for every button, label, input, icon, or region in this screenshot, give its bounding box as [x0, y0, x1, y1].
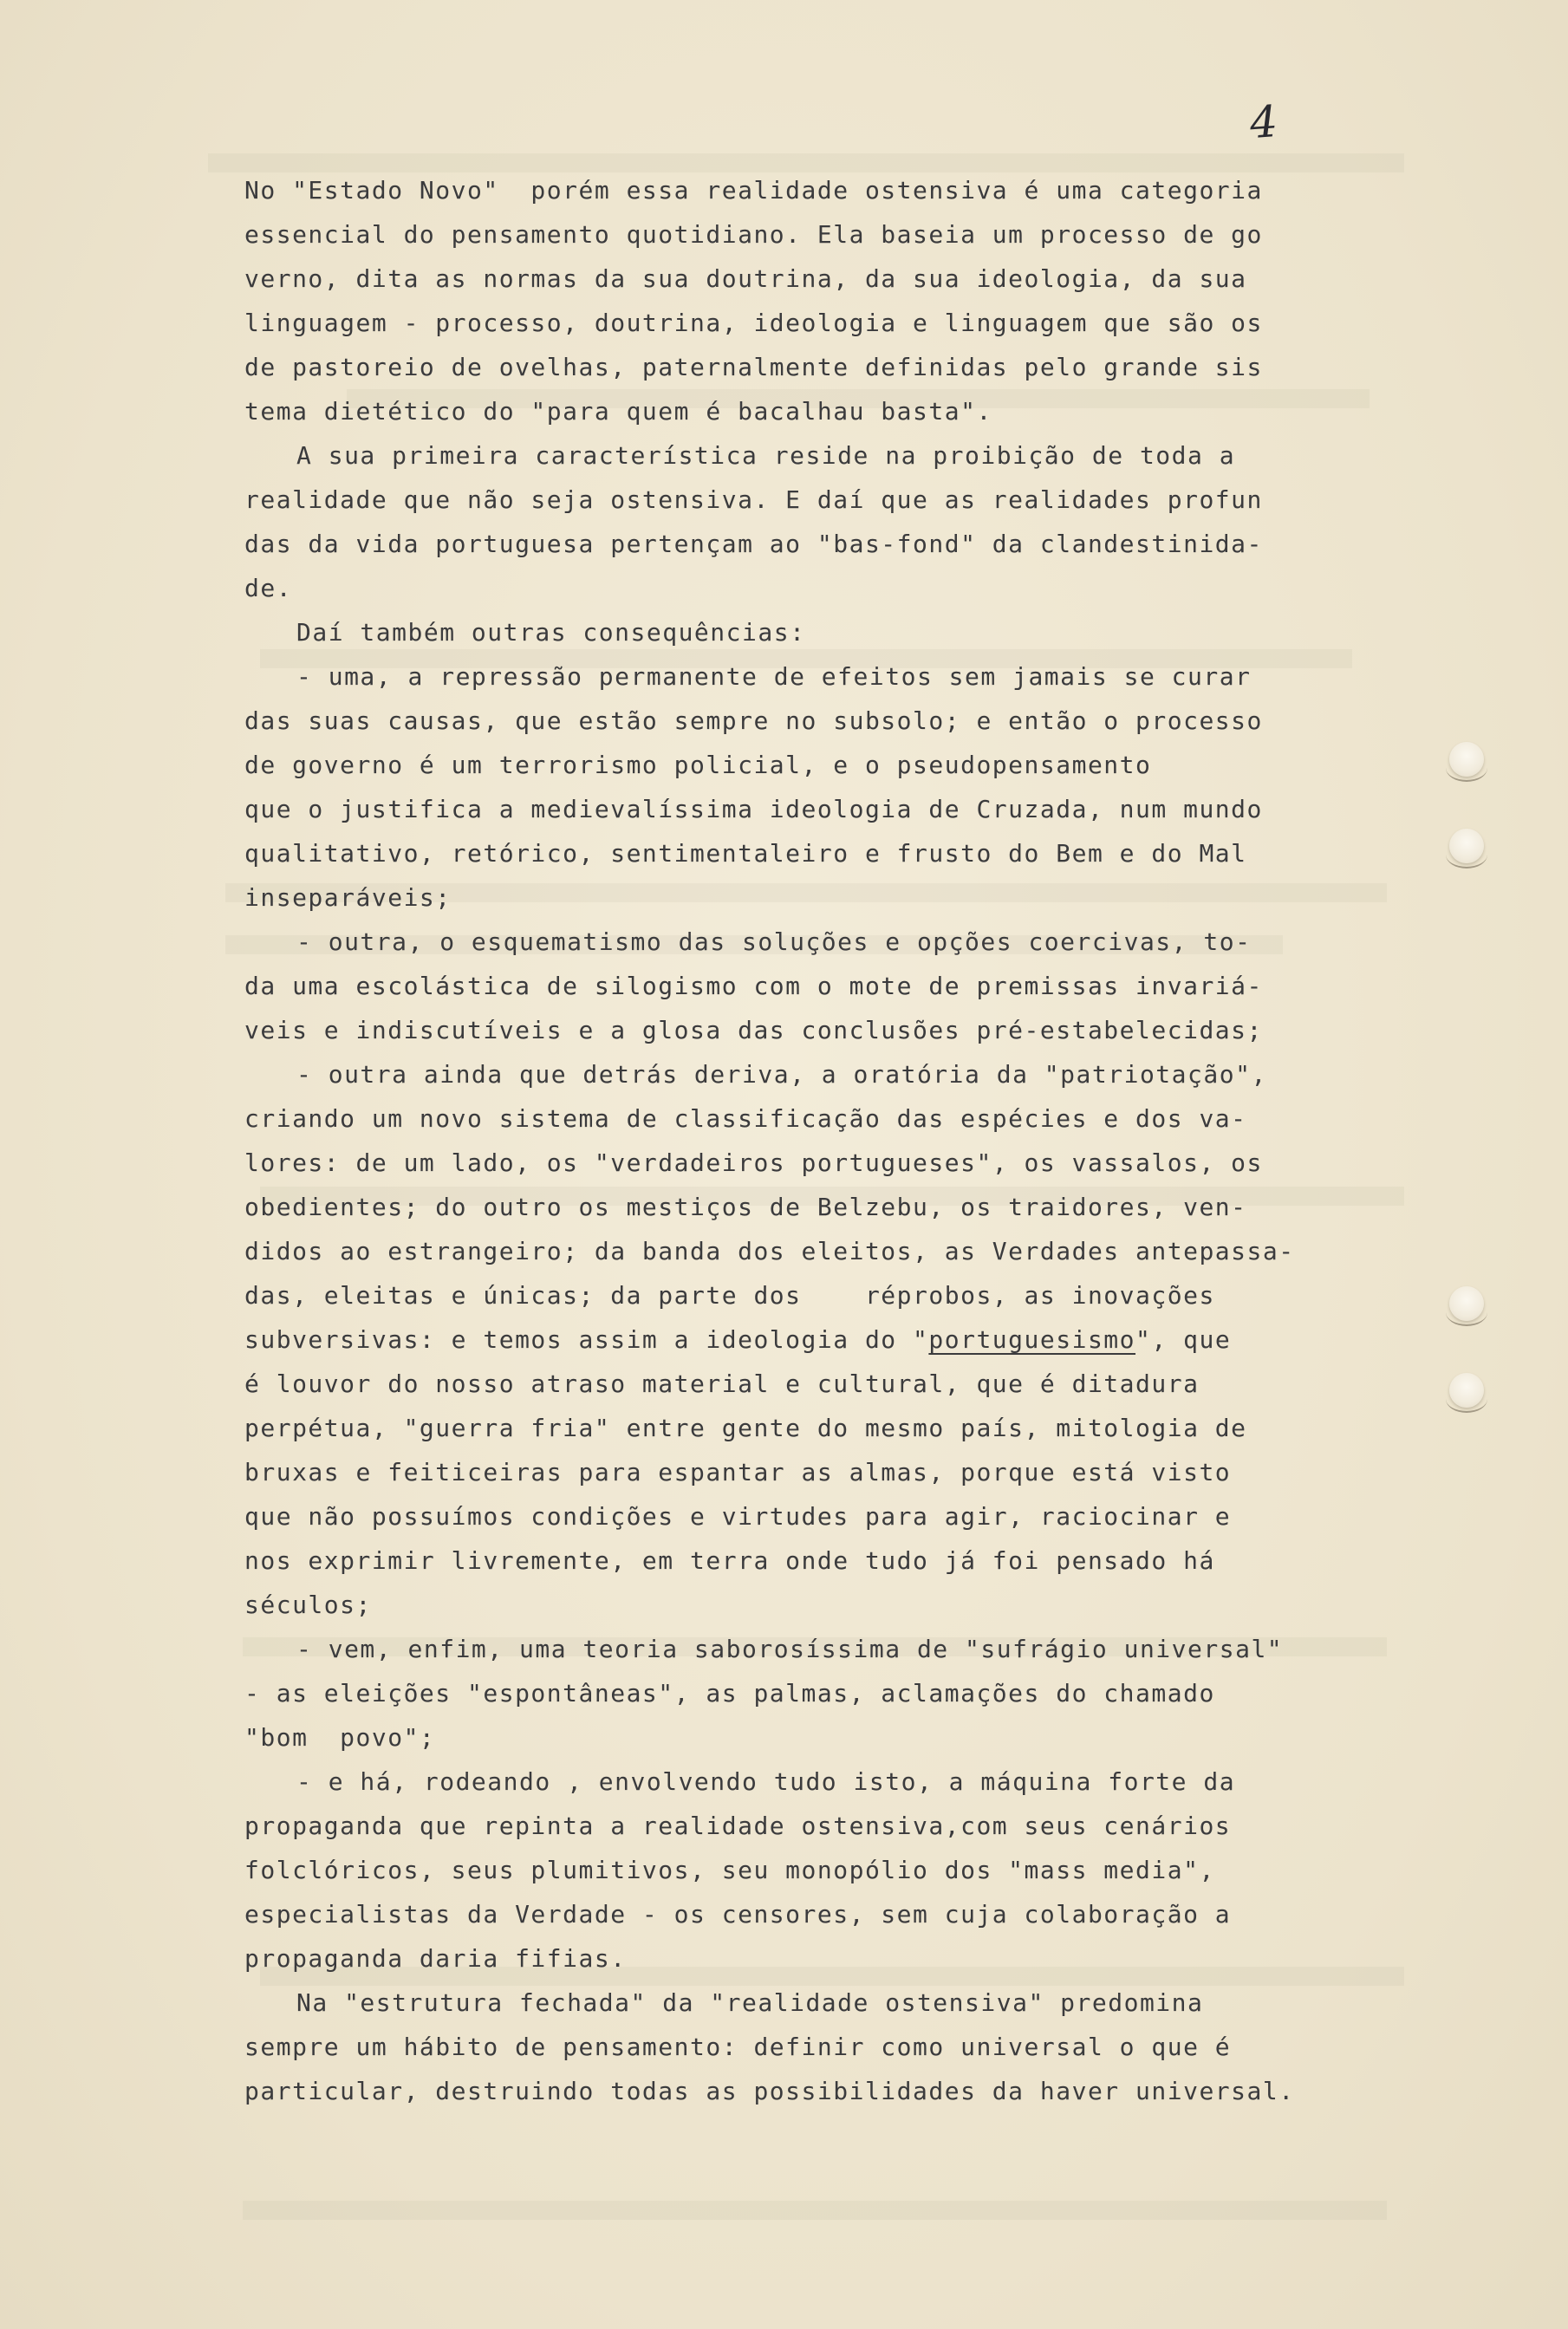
- text-line: folclóricos, seus plumitivos, seu monopólio dos "mass media",: [244, 1856, 1215, 1884]
- text-line: de pastoreio de ovelhas, paternalmente definidas pelo grande sis: [244, 353, 1263, 381]
- text-line: é louvor do nosso atraso material e cultural, que é ditadura: [244, 1369, 1200, 1398]
- text-line: de governo é um terrorismo policial, e o pseudopensamento: [244, 751, 1152, 779]
- text-line: Daí também outras consequências:: [296, 618, 806, 647]
- text-line: de.: [244, 574, 293, 602]
- text-line: - vem, enfim, uma teoria saborosíssima de "sufrágio universal": [296, 1635, 1284, 1663]
- text-line: "bom povo";: [244, 1723, 436, 1752]
- text-line: das da vida portuguesa pertençam ao "bas-fond" da clandestinida-: [244, 530, 1263, 558]
- text-line: lores: de um lado, os "verdadeiros portugueses", os vassalos, os: [244, 1148, 1263, 1177]
- text-line: tema dietético do "para quem é bacalhau basta".: [244, 397, 992, 426]
- underlined-term: portuguesismo: [928, 1325, 1136, 1354]
- text-line: - as eleições "espontâneas", as palmas, aclamações do chamado: [244, 1679, 1215, 1708]
- text-line: - outra, o esquematismo das soluções e opções coercivas, to-: [296, 927, 1252, 956]
- text-line: qualitativo, retórico, sentimentaleiro e frusto do Bem e do Mal: [244, 839, 1247, 868]
- text-line: - e há, rodeando , envolvendo tudo isto, a máquina forte da: [296, 1767, 1236, 1796]
- text-line: que não possuímos condições e virtudes para agir, raciocinar e: [244, 1502, 1232, 1531]
- text-line: essencial do pensamento quotidiano. Ela baseia um processo de go: [244, 220, 1263, 249]
- text-line: especialistas da Verdade - os censores, sem cuja colaboração a: [244, 1900, 1232, 1929]
- binder-hole: [1449, 829, 1484, 863]
- text-line: nos exprimir livremente, em terra onde tudo já foi pensado há: [244, 1546, 1215, 1575]
- text-line: didos ao estrangeiro; da banda dos eleitos, as Verdades antepassa-: [244, 1237, 1295, 1265]
- text-line: veis e indiscutíveis e a glosa das conclusões pré-estabelecidas;: [244, 1016, 1263, 1044]
- text-line: séculos;: [244, 1591, 372, 1619]
- text-line: realidade que não seja ostensiva. E daí que as realidades profun: [244, 485, 1263, 514]
- binder-hole: [1449, 1373, 1484, 1408]
- text-line: sempre um hábito de pensamento: definir como universal o que é: [244, 2033, 1232, 2061]
- text-line: obedientes; do outro os mestiços de Belzebu, os traidores, ven-: [244, 1193, 1247, 1221]
- text-line: Na "estrutura fechada" da "realidade ostensiva" predomina: [296, 1988, 1204, 2017]
- text-line: da uma escolástica de silogismo com o mote de premissas invariá-: [244, 972, 1263, 1000]
- text-line: criando um novo sistema de classificação das espécies e dos va-: [244, 1104, 1247, 1133]
- text-line: das, eleitas e únicas; da parte dos réprobos, as inovações: [244, 1281, 1215, 1310]
- typewritten-text-block: [244, 168, 1475, 2113]
- text-line: particular, destruindo todas as possibilidades da haver universal.: [244, 2077, 1295, 2105]
- text-line: linguagem - processo, doutrina, ideologia e linguagem que são os: [244, 309, 1263, 337]
- binder-hole: [1449, 742, 1484, 777]
- text-line: que o justifica a medievalíssima ideologia de Cruzada, num mundo: [244, 795, 1263, 823]
- text-line: propaganda que repinta a realidade ostensiva,com seus cenários: [244, 1812, 1232, 1840]
- text-line: verno, dita as normas da sua doutrina, da sua ideologia, da sua: [244, 264, 1247, 293]
- binder-hole: [1449, 1286, 1484, 1321]
- text-line: - uma, a repressão permanente de efeitos sem jamais se curar: [296, 662, 1252, 691]
- text-line: bruxas e feiticeiras para espantar as almas, porque está visto: [244, 1458, 1232, 1487]
- text-line: A sua primeira característica reside na proibição de toda a: [296, 441, 1236, 470]
- text-line: subversivas: e temos assim a ideologia do "portuguesismo", que: [244, 1325, 1232, 1354]
- page-number: 4: [1248, 95, 1279, 149]
- text-line: das suas causas, que estão sempre no subsolo; e então o processo: [244, 706, 1263, 735]
- text-line: - outra ainda que detrás deriva, a oratória da "patriotação",: [296, 1060, 1267, 1089]
- text-line: No "Estado Novo" porém essa realidade ostensiva é uma categoria: [244, 176, 1263, 205]
- text-line: perpétua, "guerra fria" entre gente do mesmo país, mitologia de: [244, 1414, 1247, 1442]
- text-line: inseparáveis;: [244, 883, 452, 912]
- text-line: propaganda daria fifias.: [244, 1944, 627, 1973]
